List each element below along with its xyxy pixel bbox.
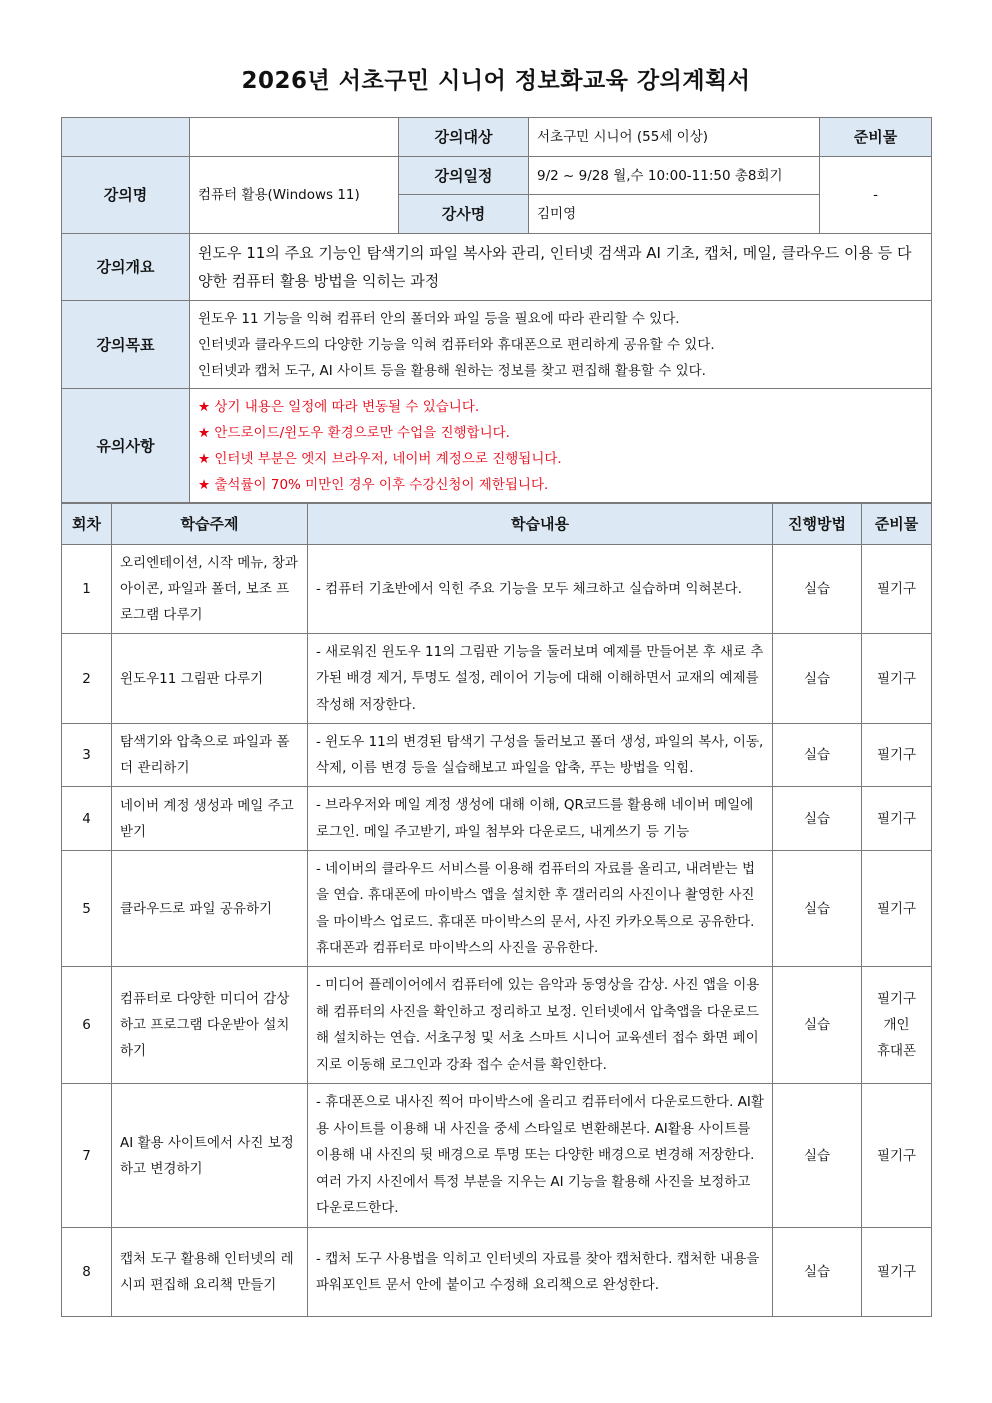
row-content: - 윈도우 11의 변경된 탐색기 구성을 둘러보고 폴더 생성, 파일의 복사, 이동, 삭제, 이름 변경 등을 실습해보고 파일을 압축, 푸는 방법을 익힘. bbox=[308, 724, 773, 787]
row-method: 실습 bbox=[773, 851, 862, 967]
target-label: 강의대상 bbox=[399, 118, 529, 157]
row-no: 7 bbox=[62, 1084, 112, 1228]
info-blank-header bbox=[62, 118, 190, 157]
row-topic: 오리엔테이션, 시작 메뉴, 창과 아이콘, 파일과 폴더, 보조 프로그램 다루기 bbox=[112, 545, 308, 634]
overview-label: 강의개요 bbox=[62, 234, 190, 301]
course-value: 컴퓨터 활용(Windows 11) bbox=[190, 157, 399, 234]
row-prep: 필기구 bbox=[862, 1228, 932, 1317]
table-row bbox=[62, 967, 932, 1084]
row-content: - 브라우저와 메일 계정 생성에 대해 이해, QR코드를 활용해 네이버 메일에 로그인. 메일 주고받기, 파일 첨부와 다운로드, 내게쓰기 등 기능 bbox=[308, 787, 773, 851]
row-topic: 네이버 계정 생성과 메일 주고받기 bbox=[112, 787, 308, 851]
row-method: 실습 bbox=[773, 724, 862, 787]
header-topic: 학습주제 bbox=[112, 504, 308, 545]
row-method: 실습 bbox=[773, 967, 862, 1084]
table-row bbox=[62, 724, 932, 787]
row-method: 실습 bbox=[773, 1084, 862, 1228]
instructor-value: 김미영 bbox=[529, 195, 820, 234]
note-item: ★ 출석률이 70% 미만인 경우 이후 수강신청이 제한됩니다. bbox=[198, 476, 549, 493]
row-method: 실습 bbox=[773, 545, 862, 634]
goal-item: 윈도우 11 기능을 익혀 컴퓨터 안의 폴더와 파일 등을 필요에 따라 관리할 수 있다. bbox=[198, 310, 680, 327]
row-content: - 휴대폰으로 내사진 찍어 마이박스에 올리고 컴퓨터에서 다운로드한다. AI활용 사이트를 이용해 내 사진을 중세 스타일로 변환해본다. AI활용 사이트를 이용해 내 사진의 뒷 배경으로 투명 또는 다양한 배경으로 변경해 저장한다. 여러 가지 사진에서 특정 부분을 지우는 AI 기능을 활용해 사진을 보정하고 다운로드한다. bbox=[308, 1084, 773, 1228]
row-topic: AI 활용 사이트에서 사진 보정하고 변경하기 bbox=[112, 1084, 308, 1228]
table-row bbox=[62, 787, 932, 851]
row-topic: 캡처 도구 활용해 인터넷의 레시피 편집해 요리책 만들기 bbox=[112, 1228, 308, 1317]
row-method: 실습 bbox=[773, 634, 862, 724]
prep-value: - bbox=[820, 157, 932, 234]
row-content: - 컴퓨터 기초반에서 익힌 주요 기능을 모두 체크하고 실습하며 익혀본다. bbox=[308, 545, 773, 634]
row-no: 8 bbox=[62, 1228, 112, 1317]
goals-list bbox=[190, 301, 932, 389]
row-method: 실습 bbox=[773, 1228, 862, 1317]
row-prep: 필기구 개인 휴대폰 bbox=[862, 967, 932, 1084]
row-prep: 필기구 bbox=[862, 851, 932, 967]
schedule-value: 9/2 ~ 9/28 월,수 10:00-11:50 총8회기 bbox=[529, 157, 820, 195]
page-title: 2026년 서초구민 시니어 정보화교육 강의계획서 bbox=[241, 68, 751, 94]
row-no: 5 bbox=[62, 851, 112, 967]
table-row bbox=[62, 851, 932, 967]
course-label: 강의명 bbox=[62, 157, 190, 234]
goals-label: 강의목표 bbox=[62, 301, 190, 389]
overview-value: 윈도우 11의 주요 기능인 탐색기의 파일 복사와 관리, 인터넷 검색과 AI 기초, 캡처, 메일, 클라우드 이용 등 다양한 컴퓨터 활용 방법을 익히는 과정 bbox=[190, 234, 932, 301]
notes-label: 유의사항 bbox=[62, 389, 190, 503]
row-no: 3 bbox=[62, 724, 112, 787]
row-prep: 필기구 bbox=[862, 787, 932, 851]
row-no: 6 bbox=[62, 967, 112, 1084]
goal-item: 인터넷과 캡처 도구, AI 사이트 등을 활용해 원하는 정보를 찾고 편집해 활용할 수 있다. bbox=[198, 362, 706, 379]
header-prep: 준비물 bbox=[862, 504, 932, 545]
target-value: 서초구민 시니어 (55세 이상) bbox=[529, 118, 820, 157]
note-item: ★ 안드로이드/윈도우 환경으로만 수업을 진행합니다. bbox=[198, 424, 510, 441]
row-topic: 컴퓨터로 다양한 미디어 감상하고 프로그램 다운받아 설치하기 bbox=[112, 967, 308, 1084]
row-content: - 네이버의 클라우드 서비스를 이용해 컴퓨터의 자료를 올리고, 내려받는 법을 연습. 휴대폰에 마이박스 앱을 설치한 후 갤러리의 사진이나 촬영한 사진을 마이박스 업로드. 휴대폰 마이박스의 문서, 사진 카카오톡으로 공유한다. 휴대폰과 컴퓨터로 마이박스의 사진을 공유한다. bbox=[308, 851, 773, 967]
row-no: 2 bbox=[62, 634, 112, 724]
goal-item: 인터넷과 클라우드의 다양한 기능을 익혀 컴퓨터와 휴대폰으로 편리하게 공유할 수 있다. bbox=[198, 336, 715, 353]
row-prep: 필기구 bbox=[862, 545, 932, 634]
note-item: ★ 상기 내용은 일정에 따라 변동될 수 있습니다. bbox=[198, 398, 480, 415]
header-method: 진행방법 bbox=[773, 504, 862, 545]
header-no: 회차 bbox=[62, 504, 112, 545]
row-prep: 필기구 bbox=[862, 634, 932, 724]
prep-label: 준비물 bbox=[820, 118, 932, 157]
table-row bbox=[62, 545, 932, 634]
schedule-table bbox=[61, 503, 932, 1317]
row-content: - 새로워진 윈도우 11의 그림판 기능을 둘러보며 예제를 만들어본 후 새로 추가된 배경 제거, 투명도 설정, 레이어 기능에 대해 이해하면서 교재의 예제를 작성해 저장한다. bbox=[308, 634, 773, 724]
course-info-table bbox=[61, 117, 932, 503]
header-content: 학습내용 bbox=[308, 504, 773, 545]
table-row bbox=[62, 1228, 932, 1317]
row-topic: 클라우드로 파일 공유하기 bbox=[112, 851, 308, 967]
row-no: 1 bbox=[62, 545, 112, 634]
schedule-label: 강의일정 bbox=[399, 157, 529, 195]
row-prep: 필기구 bbox=[862, 1084, 932, 1228]
row-no: 4 bbox=[62, 787, 112, 851]
instructor-label: 강사명 bbox=[399, 195, 529, 234]
table-row bbox=[62, 1084, 932, 1228]
row-content: - 캡처 도구 사용법을 익히고 인터넷의 자료를 찾아 캡처한다. 캡처한 내용을 파워포인트 문서 안에 붙이고 수정해 요리책으로 완성한다. bbox=[308, 1228, 773, 1317]
row-method: 실습 bbox=[773, 787, 862, 851]
table-row bbox=[62, 634, 932, 724]
row-topic: 윈도우11 그림판 다루기 bbox=[112, 634, 308, 724]
info-blank-cell bbox=[190, 118, 399, 157]
note-item: ★ 인터넷 부분은 엣지 브라우저, 네이버 계정으로 진행됩니다. bbox=[198, 450, 562, 467]
notes-list bbox=[190, 389, 932, 503]
row-topic: 탐색기와 압축으로 파일과 폴더 관리하기 bbox=[112, 724, 308, 787]
row-content: - 미디어 플레이어에서 컴퓨터에 있는 음악과 동영상을 감상. 사진 앱을 이용해 컴퓨터의 사진을 확인하고 정리하고 보정. 인터넷에서 압축앱을 다운로드해 설치하는 연습. 서초구청 및 서초 스마트 시니어 교육센터 접수 화면 페이지로 이동해 로그인과 강좌 접수 순서를 확인한다. bbox=[308, 967, 773, 1084]
row-prep: 필기구 bbox=[862, 724, 932, 787]
